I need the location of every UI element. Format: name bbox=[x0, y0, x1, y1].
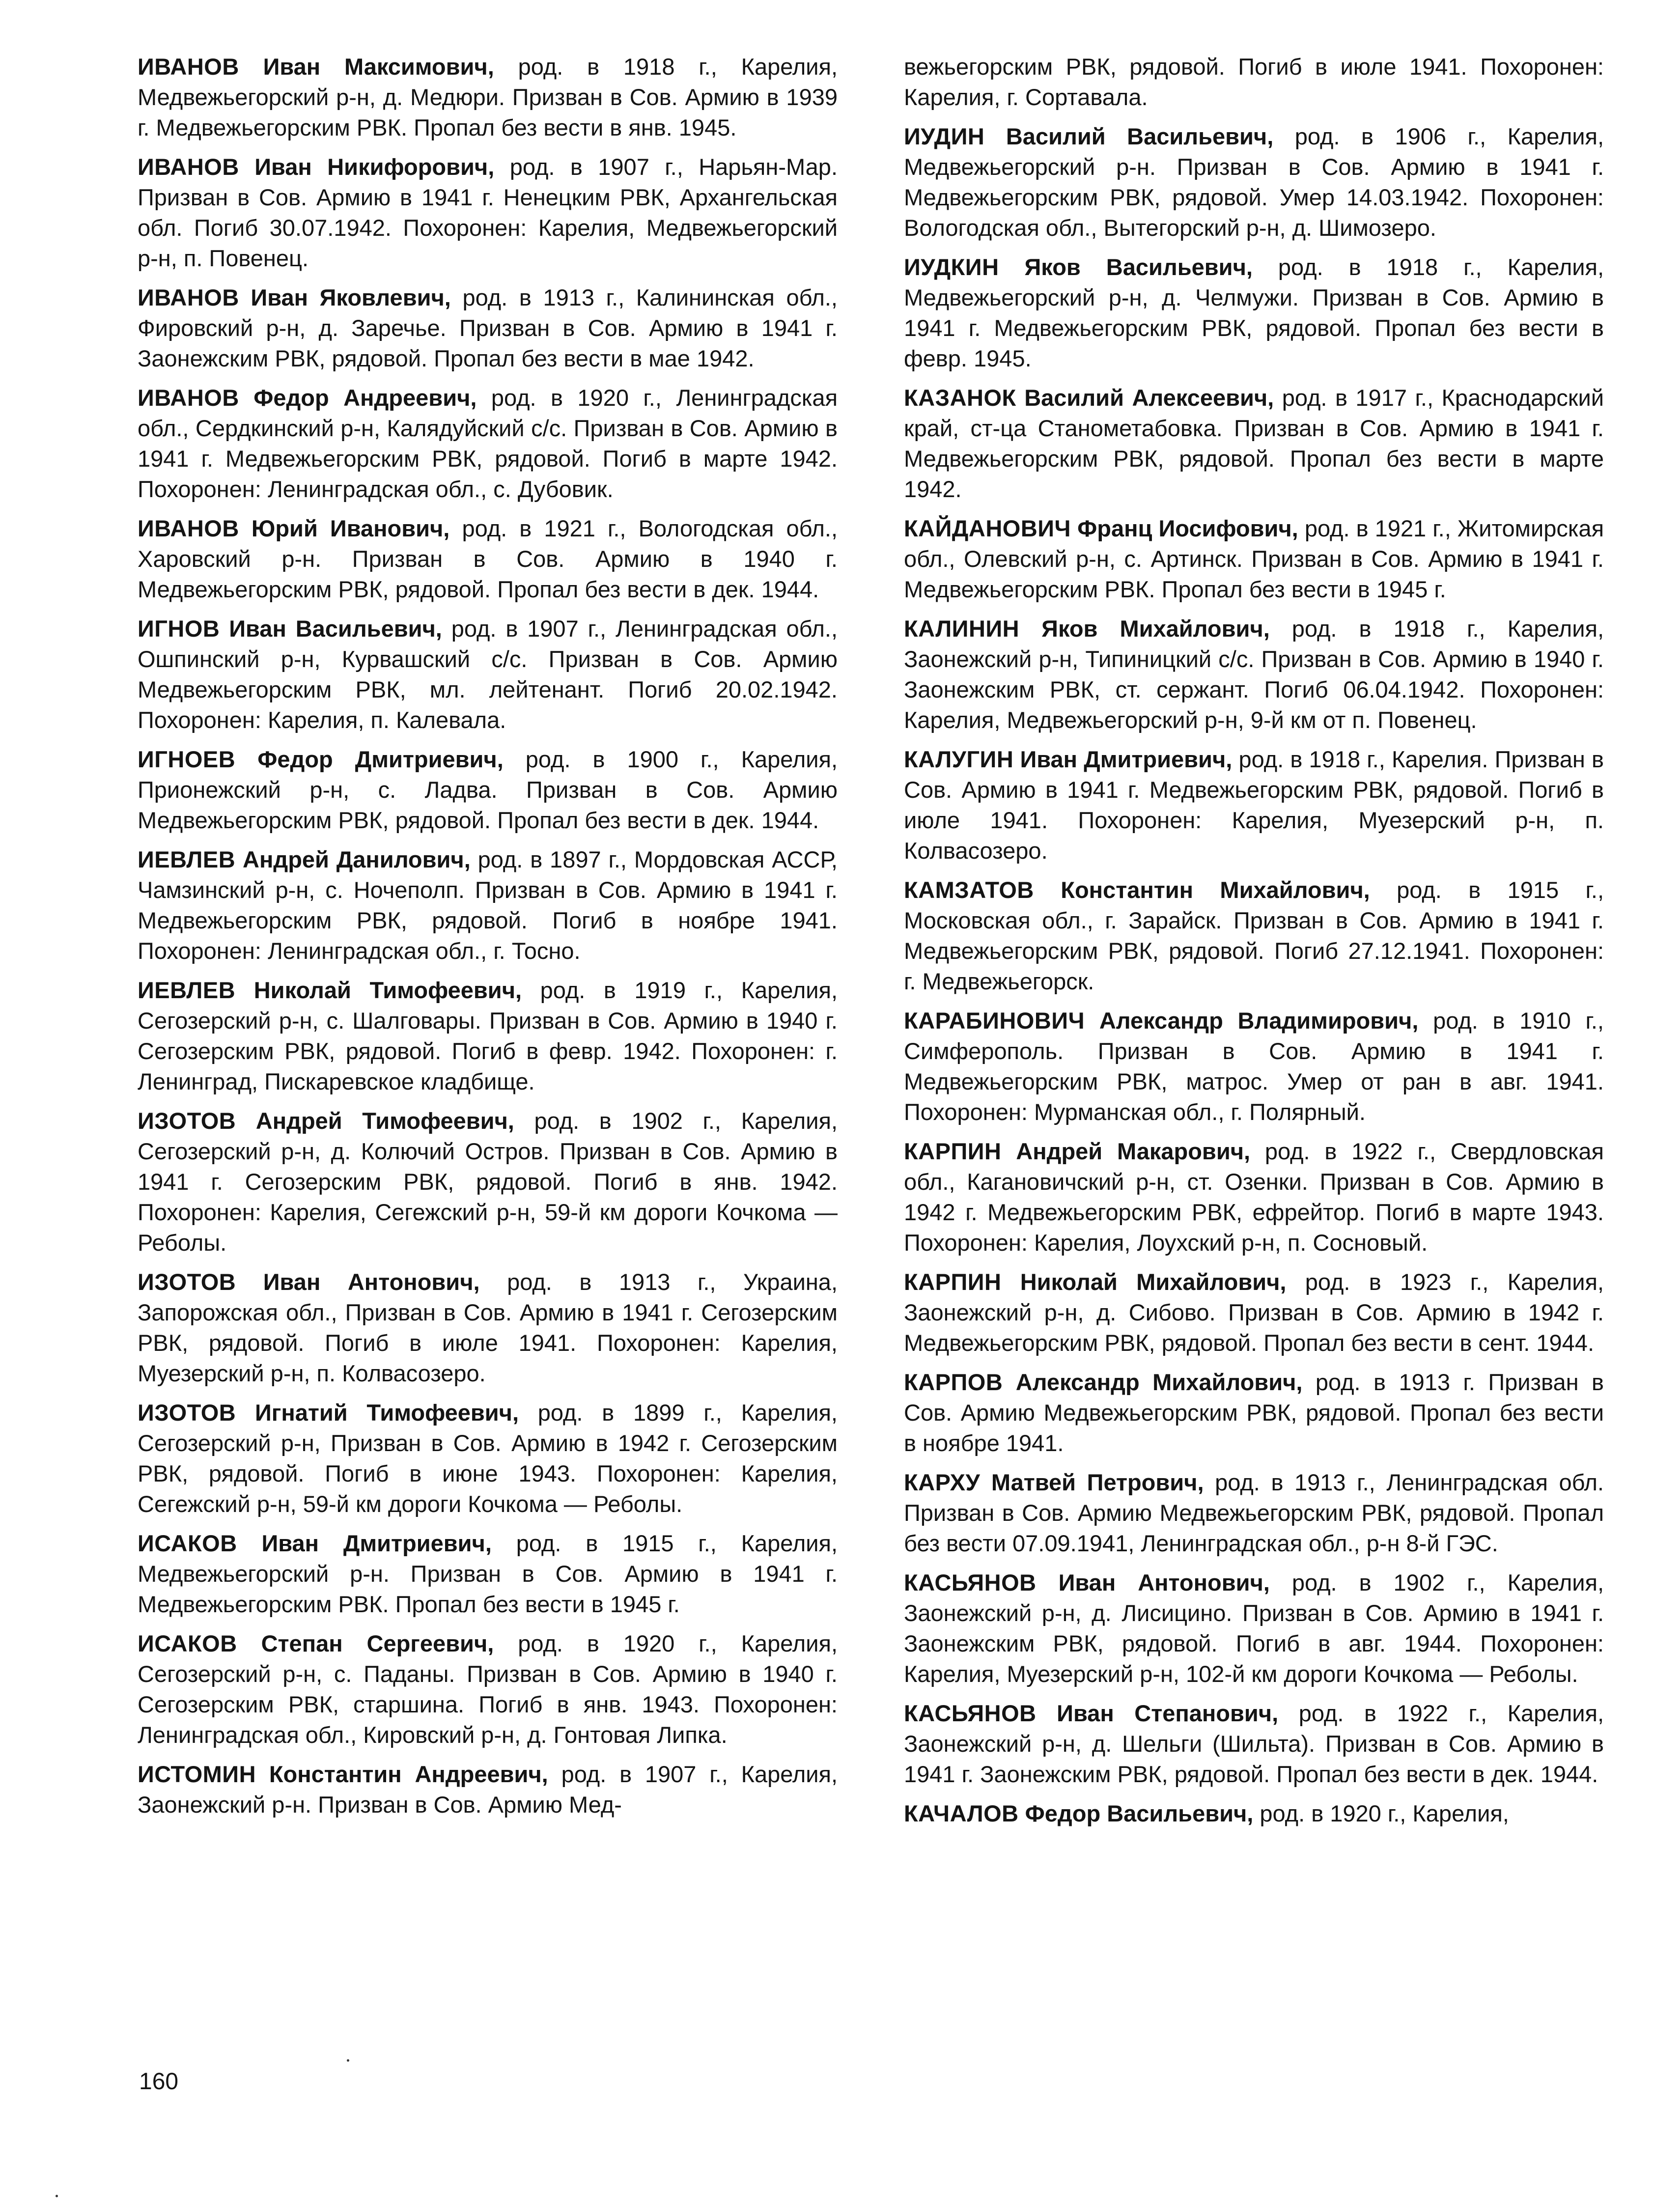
entry-details: род. в 1922 г., Карелия, Заонежский р-н, д. Шельги (Шильта). Призван в Сов. Армию в 1941 г. Заонежским РВК, рядовой. Пропал без вести в дек. 1944. bbox=[904, 1700, 1604, 1787]
entry-surname: КАРПИН bbox=[904, 1269, 1002, 1295]
entry-details: род. в 1920 г., Ленинградская обл., Сердкинский р-н, Калядуйский с/с. Призван в Сов. Армию в 1941 г. Медвежьегорским РВК, рядовой. Погиб в марте 1942. Похоронен: Ленинградская обл., с. Дубовик. bbox=[138, 385, 838, 502]
entry-given-names: Иван Дмитриевич, bbox=[1020, 746, 1233, 772]
entry-surname: КАСЬЯНОВ bbox=[904, 1700, 1037, 1726]
entry-details: род. в 1920 г., Карелия, bbox=[1260, 1800, 1509, 1826]
entry-surname: ИЗОТОВ bbox=[138, 1269, 236, 1295]
entry-details: род. в 1918 г., Карелия, Заонежский р-н, Типиницкий с/с. Призван в Сов. Армию в 1940 г. Заонежским РВК, ст. сержант. Погиб 06.04.1942. Похоронен: Карелия, Медвежьегорский р-н, 9-й км от п. Повенец. bbox=[904, 616, 1604, 733]
entry-details: род. в 1915 г., Московская обл., г. Зарайск. Призван в Сов. Армию в 1941 г. Медвежьегорским РВК, рядовой. Погиб 27.12.1941. Похоронен: г. Медвежьегорск. bbox=[904, 877, 1604, 994]
entry-details: род. в 1919 г., Карелия, Сегозерский р-н, с. Шалговары. Призван в Сов. Армию в 1940 г. Сегозерским РВК, рядовой. Погиб в февр. 1942. Похоронен: г. Ленинград, Пискаревское кладбище. bbox=[138, 977, 838, 1094]
entry-details: род. в 1902 г., Карелия, Заонежский р-н, д. Лисицино. Призван в Сов. Армию в 1941 г. Заонежским РВК, рядовой. Погиб в авг. 1944. Похоронен: Карелия, Муезерский р-н, 102-й км дороги Кочкома — Реболы. bbox=[904, 1569, 1604, 1687]
entry-given-names: Федор Дмитриевич, bbox=[257, 746, 504, 772]
biography-entry bbox=[904, 121, 1604, 243]
entry-details: род. в 1907 г., Ленинградская обл., Ошпинский р-н, Курвашский с/с. Призван в Сов. Армию Медвежьегорским РВК, мл. лейтенант. Погиб 20.02.1942. Похоронен: Карелия, п. Калевала. bbox=[138, 616, 838, 733]
biography-entry bbox=[904, 1006, 1604, 1127]
biography-entry bbox=[904, 1798, 1604, 1829]
entry-surname: КАРАБИНОВИЧ bbox=[904, 1008, 1085, 1034]
biography-entry bbox=[138, 1106, 838, 1258]
entry-given-names: Николай Тимофеевич, bbox=[253, 977, 522, 1003]
entry-given-names: Константин Андреевич, bbox=[269, 1761, 548, 1787]
entry-given-names: Иван Никифорович, bbox=[254, 154, 495, 180]
entry-details: род. в 1907 г., Карелия, Заонежский р-н. Призван в Сов. Армию Мед- bbox=[138, 1761, 838, 1818]
entry-details: род. в 1910 г., Симферополь. Призван в Сов. Армию в 1941 г. Медвежьегорским РВК, матрос. Умер от ран в авг. 1941. Похоронен: Мурманская обл., г. Полярный. bbox=[904, 1008, 1604, 1125]
entry-surname: КАРХУ bbox=[904, 1469, 981, 1495]
entry-surname: КАЛУГИН bbox=[904, 746, 1014, 772]
entry-surname: ИВАНОВ bbox=[138, 385, 239, 411]
entry-given-names: Иван Дмитриевич, bbox=[261, 1530, 492, 1556]
entry-surname: ИВАНОВ bbox=[138, 284, 239, 310]
entry-details: род. в 1922 г., Свердловская обл., Кагановичский р-н, ст. Озенки. Призван в Сов. Армию в 1942 г. Медвежьегорским РВК, ефрейтор. Погиб в марте 1943. Похоронен: Карелия, Лоухский р-н, п. Сосновый. bbox=[904, 1138, 1604, 1256]
biography-entry bbox=[138, 1759, 838, 1820]
entry-given-names: Василий Васильевич, bbox=[1006, 123, 1274, 149]
left-column bbox=[138, 52, 838, 1829]
biography-entry bbox=[138, 383, 838, 504]
biography-entry bbox=[138, 1398, 838, 1519]
entry-surname: ИСАКОВ bbox=[138, 1630, 237, 1656]
entry-surname: КАЙДАНОВИЧ bbox=[904, 515, 1071, 541]
biography-entry bbox=[904, 1568, 1604, 1689]
entry-given-names: Андрей Макарович, bbox=[1016, 1138, 1251, 1164]
entry-given-names: Александр Михайлович, bbox=[1015, 1369, 1303, 1395]
entry-surname: ИЗОТОВ bbox=[138, 1400, 236, 1426]
entry-given-names: Константин Михайлович, bbox=[1061, 877, 1370, 903]
entry-given-names: Франц Иосифович, bbox=[1077, 515, 1298, 541]
entry-surname: ИУДИН bbox=[904, 123, 985, 149]
biography-entry bbox=[138, 1628, 838, 1750]
entry-details: род. в 1906 г., Карелия, Медвежьегорский р-н. Призван в Сов. Армию в 1941 г. Медвежьегорским РВК, рядовой. Умер 14.03.1942. Похоронен: Вологодская обл., Вытегорский р-н, д. Шимозеро. bbox=[904, 123, 1604, 241]
entry-details: род. в 1913 г., Калининская обл., Фировский р-н, д. Заречье. Призван в Сов. Армию в 1941 г. Заонежским РВК, рядовой. Пропал без вести в мае 1942. bbox=[138, 284, 838, 371]
entry-surname: ИЕВЛЕВ bbox=[138, 977, 236, 1003]
entry-surname: КАМЗАТОВ bbox=[904, 877, 1034, 903]
entry-details: род. в 1921 г., Вологодская обл., Харовский р-н. Призван в Сов. Армию в 1940 г. Медвежьегорским РВК, рядовой. Пропал без вести в дек. 1944. bbox=[138, 515, 838, 602]
entry-details: род. в 1920 г., Карелия, Сегозерский р-н, с. Паданы. Призван в Сов. Армию в 1940 г. Сегозерским РВК, старшина. Погиб в янв. 1943. Похоронен: Ленинградская обл., Кировский р-н, д. Гонтовая Липка. bbox=[138, 1630, 838, 1748]
entry-surname: ИЗОТОВ bbox=[138, 1108, 236, 1134]
biography-entry bbox=[904, 513, 1604, 605]
entry-details: род. в 1913 г., Ленинградская обл. Призван в Сов. Армию Медвежьегорским РВК, рядовой. Пропал без вести 07.09.1941, Ленинградская обл., р-н 8-й ГЭС. bbox=[904, 1469, 1604, 1556]
entry-given-names: Андрей Тимофеевич, bbox=[255, 1108, 514, 1134]
entry-details: род. в 1918 г., Карелия. Призван в Сов. Армию в 1941 г. Медвежьегорским РВК, рядовой. Погиб в июле 1941. Похоронен: Карелия, Муезерский р-н, п. Колвасозеро. bbox=[904, 746, 1604, 864]
biography-entry bbox=[904, 1136, 1604, 1258]
biography-entry bbox=[138, 614, 838, 735]
entry-given-names: Иван Васильевич, bbox=[229, 616, 442, 642]
entry-details: род. в 1907 г., Нарьян-Мар. Призван в Сов. Армию в 1941 г. Ненецким РВК, Архангельская обл. Погиб 30.07.1942. Похоронен: Карелия, Медвежьегорский р-н, п. Повенец. bbox=[138, 154, 838, 271]
entry-given-names: Иван Степанович, bbox=[1057, 1700, 1279, 1726]
entry-given-names: Федор Андреевич, bbox=[253, 385, 477, 411]
biography-entry bbox=[138, 513, 838, 605]
entry-details: род. в 1900 г., Карелия, Прионежский р-н, с. Ладва. Призван в Сов. Армию Медвежьегорским РВК, рядовой. Пропал без вести в дек. 1944. bbox=[138, 746, 838, 833]
entry-given-names: Игнатий Тимофеевич, bbox=[254, 1400, 519, 1426]
entry-details: род. в 1902 г., Карелия, Сегозерский р-н, д. Колючий Остров. Призван в Сов. Армию в 1941 г. Сегозерским РВК, рядовой. Погиб в янв. 1942. Похоронен: Карелия, Сегежский р-н, 59-й км дороги Кочкома — Реболы. bbox=[138, 1108, 838, 1256]
biography-entry bbox=[904, 252, 1604, 374]
entry-given-names: Матвей Петрович, bbox=[991, 1469, 1204, 1495]
entry-given-names: Николай Михайлович, bbox=[1020, 1269, 1287, 1295]
biography-entry bbox=[138, 152, 838, 274]
entry-given-names: Яков Васильевич, bbox=[1024, 254, 1253, 280]
entry-given-names: Степан Сергеевич, bbox=[261, 1630, 494, 1656]
entry-surname: КАСЬЯНОВ bbox=[904, 1569, 1037, 1596]
biography-entry bbox=[138, 52, 838, 143]
entry-given-names: Юрий Иванович, bbox=[251, 515, 450, 541]
entry-given-names: Яков Михайлович, bbox=[1041, 616, 1270, 642]
entry-surname: КАЧАЛОВ bbox=[904, 1800, 1019, 1826]
biography-entry bbox=[904, 875, 1604, 997]
entry-surname: ИГНОВ bbox=[138, 616, 220, 642]
biography-entry bbox=[904, 614, 1604, 735]
entry-surname: ИСТОМИН bbox=[138, 1761, 256, 1787]
biography-entry bbox=[138, 744, 838, 836]
entry-details: род. в 1923 г., Карелия, Заонежский р-н, д. Сибово. Призван в Сов. Армию в 1942 г. Медвежьегорским РВК, рядовой. Пропал без вести в сент. 1944. bbox=[904, 1269, 1604, 1356]
entry-details: род. в 1918 г., Карелия, Медвежьегорский р-н, д. Медюри. Призван в Сов. Армию в 1939 г. Медвежьегорским РВК. Пропал без вести в янв. 1945. bbox=[138, 54, 838, 140]
biography-entry bbox=[138, 844, 838, 966]
entry-surname: ИЕВЛЕВ bbox=[138, 846, 236, 872]
biography-entry bbox=[904, 1267, 1604, 1358]
continued-entry-text: вежьегорским РВК, рядовой. Погиб в июле 1941. Похоронен: Карелия, г. Сортавала. bbox=[904, 54, 1604, 110]
print-speck bbox=[56, 2195, 58, 2197]
biography-entry bbox=[904, 1698, 1604, 1790]
biography-entry bbox=[138, 975, 838, 1097]
entry-details: род. в 1915 г., Карелия, Медвежьегорский р-н. Призван в Сов. Армию в 1941 г. Медвежьегорским РВК. Пропал без вести в 1945 г. bbox=[138, 1530, 838, 1617]
biography-entry bbox=[138, 1267, 838, 1389]
biography-entry bbox=[904, 744, 1604, 866]
entry-surname: ИУДКИН bbox=[904, 254, 999, 280]
entry-details: род. в 1913 г. Призван в Сов. Армию Медвежьегорским РВК, рядовой. Пропал без вести в ноябре 1941. bbox=[904, 1369, 1604, 1456]
print-speck bbox=[347, 2059, 349, 2062]
entry-details: род. в 1921 г., Житомирская обл., Олевский р-н, с. Артинск. Призван в Сов. Армию в 1941 г. Медвежьегорским РВК. Пропал без вести в 1945 г. bbox=[904, 515, 1604, 602]
entry-surname: КАЛИНИН bbox=[904, 616, 1020, 642]
entry-details: род. в 1917 г., Краснодарский край, ст-ца Станометабовка. Призван в Сов. Армию в 1941 г. Медвежьегорским РВК, рядовой. Пропал без вести в марте 1942. bbox=[904, 385, 1604, 502]
entry-given-names: Федор Васильевич, bbox=[1025, 1800, 1254, 1826]
entry-surname: ИГНОЕВ bbox=[138, 746, 236, 772]
entry-details: род. в 1918 г., Карелия, Медвежьегорский р-н, д. Челмужи. Призван в Сов. Армию в 1941 г. Медвежьегорским РВК, рядовой. Пропал без вести в февр. 1945. bbox=[904, 254, 1604, 371]
entry-details: род. в 1913 г., Украина, Запорожская обл., Призван в Сов. Армию в 1941 г. Сегозерским РВК, рядовой. Погиб в июле 1941. Похоронен: Карелия, Муезерский р-н, п. Колвасозеро. bbox=[138, 1269, 838, 1386]
entry-surname: КАРПОВ bbox=[904, 1369, 1003, 1395]
biography-entry bbox=[138, 282, 838, 374]
biography-entry bbox=[138, 1528, 838, 1620]
entry-given-names: Александр Владимирович, bbox=[1099, 1008, 1419, 1034]
entry-given-names: Иван Антонович, bbox=[1058, 1569, 1270, 1596]
entry-details: род. в 1899 г., Карелия, Сегозерский р-н, Призван в Сов. Армию в 1942 г. Сегозерским РВК, рядовой. Погиб в июне 1943. Похоронен: Карелия, Сегежский р-н, 59-й км дороги Кочкома — Реболы. bbox=[138, 1400, 838, 1517]
entry-given-names: Андрей Данилович, bbox=[243, 846, 471, 872]
entry-surname: ИВАНОВ bbox=[138, 154, 239, 180]
entry-given-names: Иван Антонович, bbox=[263, 1269, 480, 1295]
entry-surname: ИВАНОВ bbox=[138, 515, 239, 541]
entry-given-names: Иван Максимович, bbox=[263, 54, 494, 80]
entry-surname: ИСАКОВ bbox=[138, 1530, 237, 1556]
entry-surname: ИВАНОВ bbox=[138, 54, 239, 80]
biography-entry bbox=[904, 1467, 1604, 1559]
entry-given-names: Василий Алексеевич, bbox=[1024, 385, 1274, 411]
entry-surname: КАРПИН bbox=[904, 1138, 1002, 1164]
entry-surname: КАЗАНОК bbox=[904, 385, 1016, 411]
page-number: 160 bbox=[139, 2069, 179, 2095]
right-column bbox=[904, 52, 1604, 1838]
entry-details: род. в 1897 г., Мордовская АССР, Чамзинский р-н, с. Ночеполп. Призван в Сов. Армию в 1941 г. Медвежьегорским РВК, рядовой. Погиб в ноябре 1941. Похоронен: Ленинградская обл., г. Тосно. bbox=[138, 846, 838, 964]
biography-entry bbox=[904, 1367, 1604, 1458]
biography-entry bbox=[904, 383, 1604, 504]
entry-given-names: Иван Яковлевич, bbox=[251, 284, 451, 310]
